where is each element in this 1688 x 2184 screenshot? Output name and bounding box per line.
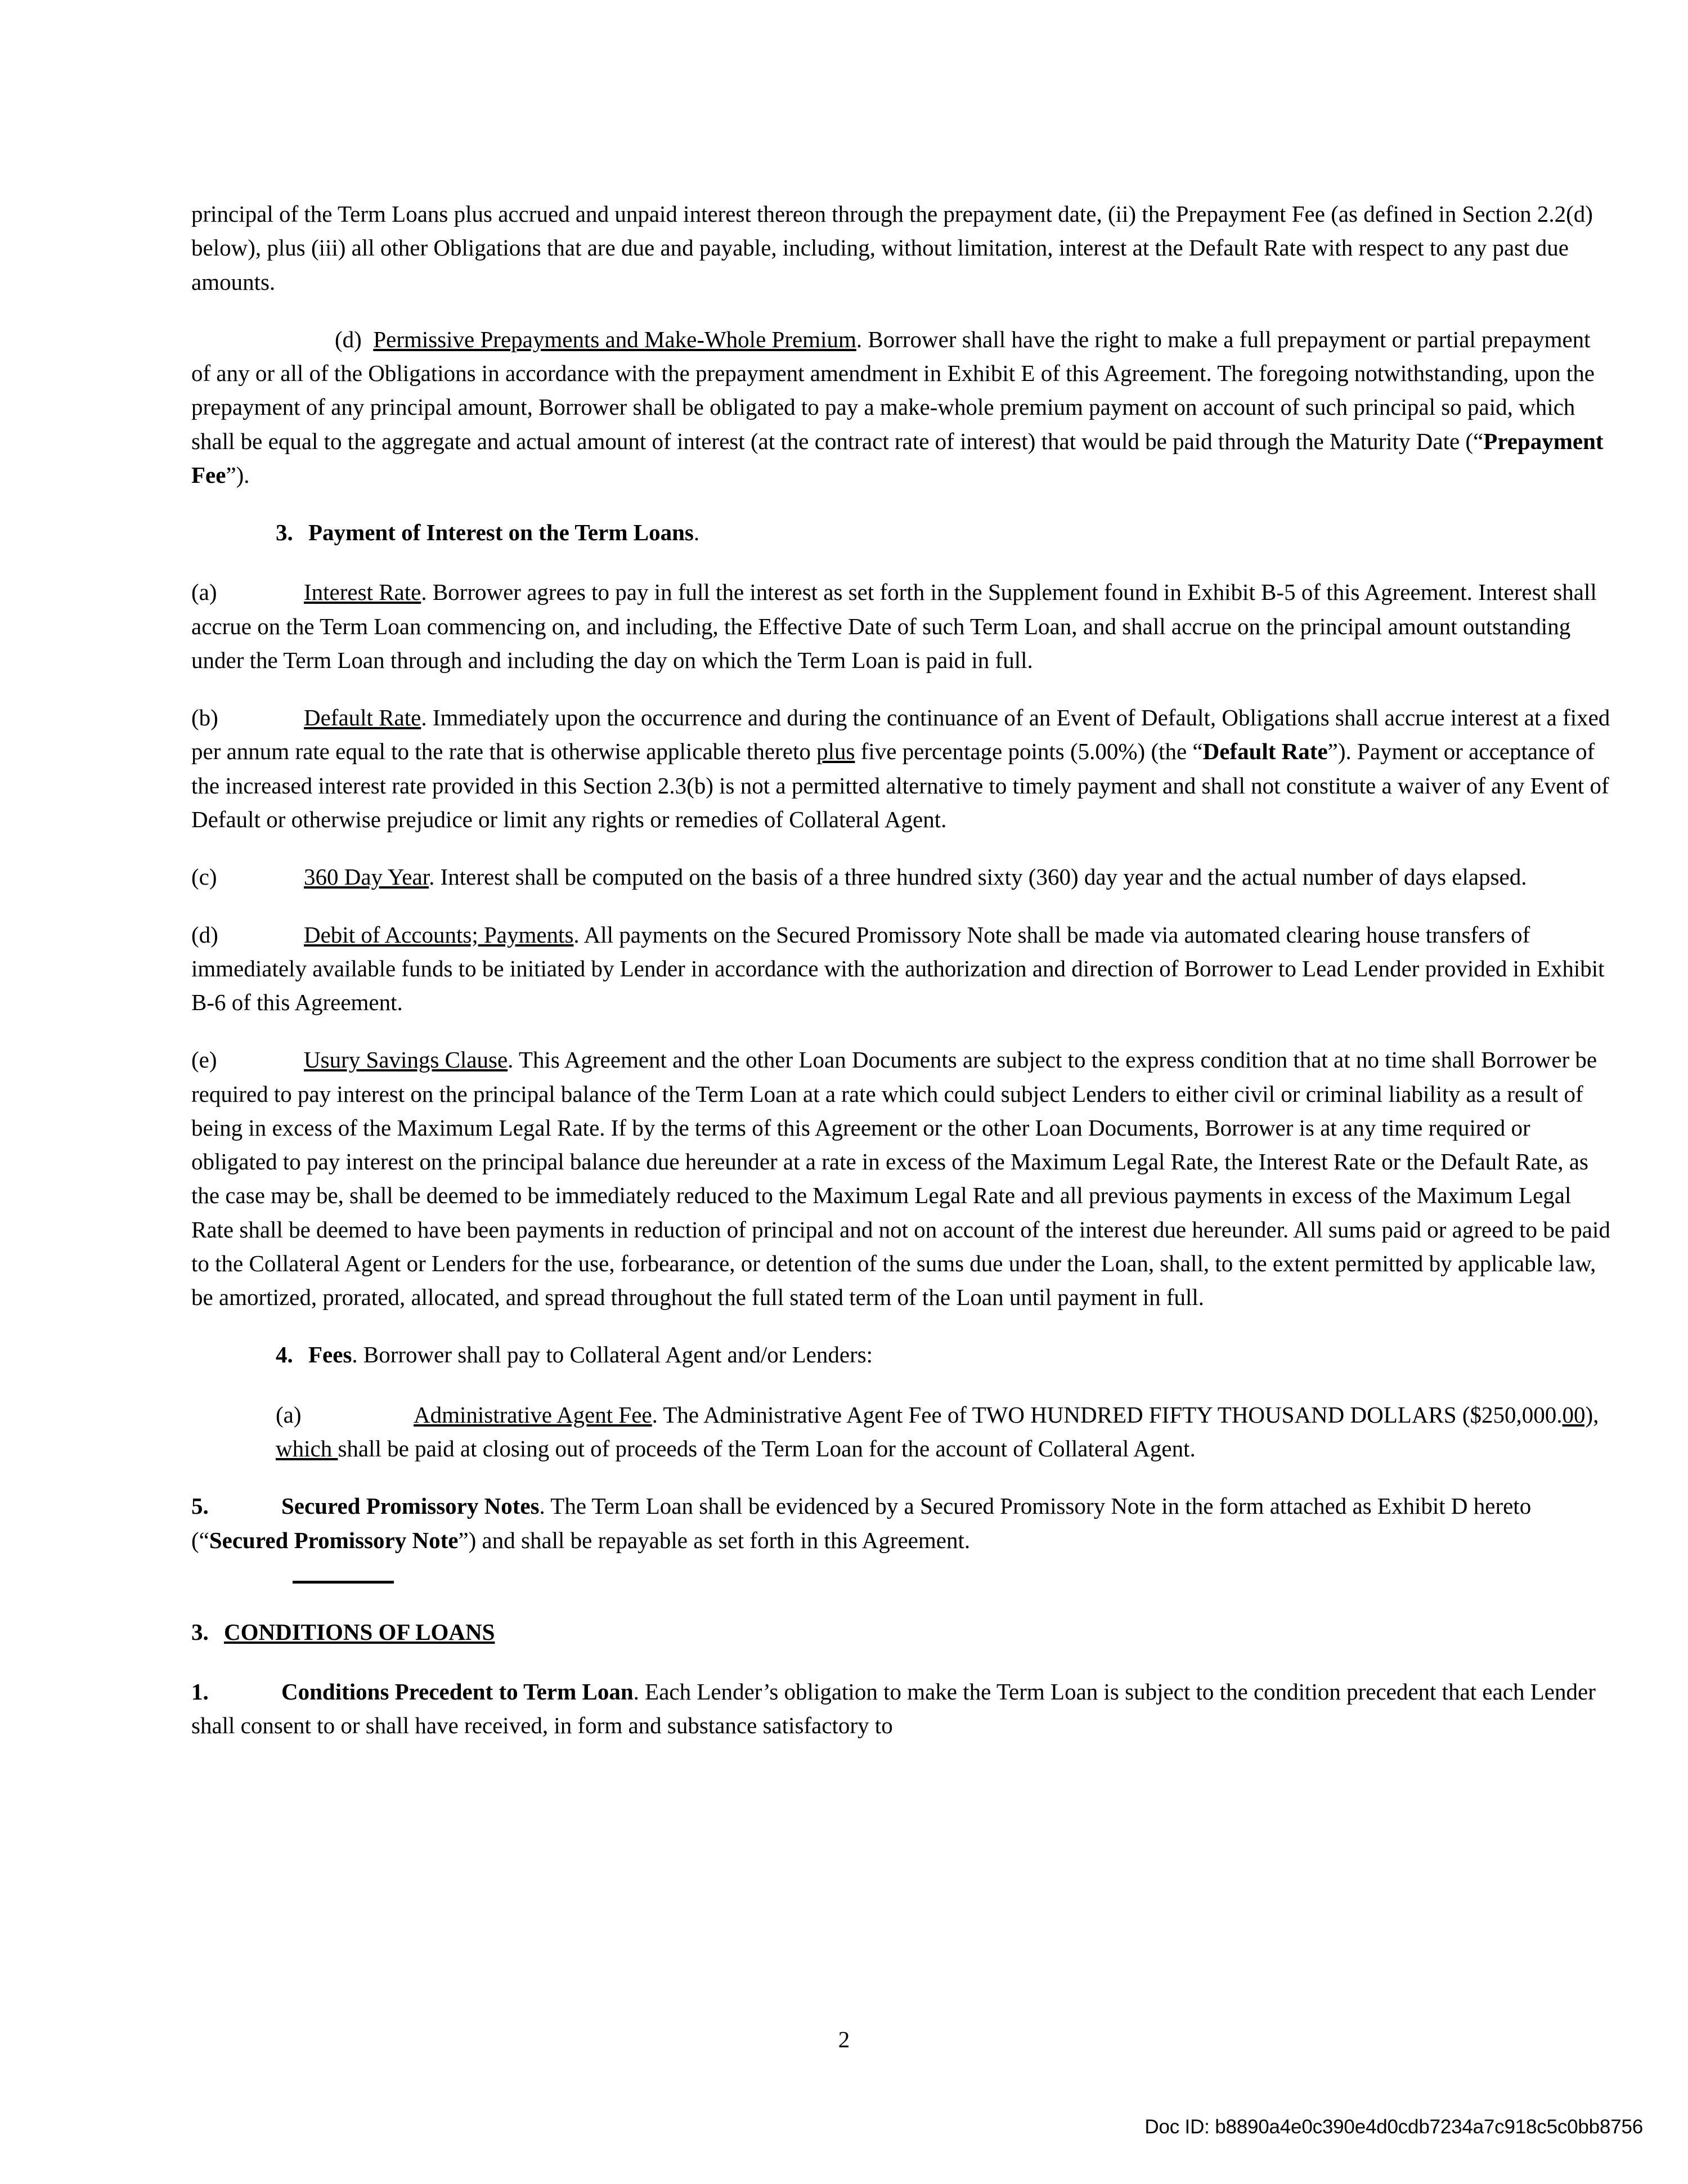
section-text: . Borrower shall pay to Collateral Agent and/or Lenders:	[352, 1342, 873, 1368]
section-title-period: .	[693, 519, 700, 546]
section-text-2: ”) and shall be repayable as set forth in this Agreement.	[458, 1527, 971, 1553]
clause-marker: (b)	[191, 705, 218, 731]
section-number: 5.	[191, 1493, 209, 1519]
defined-term-default-rate: Default Rate	[1202, 738, 1328, 765]
section-5-secured-promissory-notes	[191, 1489, 1615, 1557]
clause-text-2: five percentage points (5.00%) (the “	[855, 738, 1203, 765]
paragraph-continued-obligations: principal of the Term Loans plus accrued and unpaid interest thereon through the prepayment date, (ii) the Prepayment Fee (as defined in Section 2.2(d) below), plus (iii) all other Obligations that are due and payable, including, without limitation, interest at the Default Rate with respect to any past due amounts.	[191, 201, 1593, 295]
conditions-precedent-to-term-loan	[191, 1675, 1615, 1743]
clause-text: . Interest shall be computed on the basis of a three hundred sixty (360) day year and the actual number of days elapsed.	[429, 864, 1527, 890]
clause-d-permissive-prepayments	[191, 322, 1615, 492]
clause-heading: Permissive Prepayments and Make-Whole Premium	[373, 326, 856, 352]
section-title: Payment of Interest on the Term Loans	[308, 519, 694, 546]
page-number: 2	[838, 2026, 850, 2052]
clause-text-3: ”). Payment or acceptance of the increased interest rate provided in this Section 2.3(b) is not a permitted alternative to timely payment and shall not constitute a waiver of any Event of Default or otherwise prejudice or limit any rights or remedies of Collateral Agent.	[191, 738, 1609, 832]
clause-text-1: . The Administrative Agent Fee of TWO HUNDRED FIFTY THOUSAND DOLLARS ($250,000.	[652, 1401, 1563, 1428]
clause-text-1: . Immediately upon the occurrence and during the continuance of an Event of Default, Obligations shall accrue interest at a fixed per annum rate equal to the rate that is otherwise applicable thereto	[191, 705, 1610, 765]
heading-number: 3.	[191, 1618, 209, 1645]
section-title: Secured Promissory Notes	[281, 1493, 540, 1519]
clause-heading: Usury Savings Clause	[304, 1047, 508, 1073]
fees-clause-a-administrative-agent-fee	[276, 1398, 1615, 1466]
section-4-fees-heading	[276, 1338, 1615, 1371]
clause-title: Conditions Precedent to Term Loan	[281, 1679, 634, 1705]
clause-d-debit-of-accounts	[191, 918, 1615, 1020]
tracked-change-fragment: 00), which	[276, 1401, 1599, 1461]
clause-text-2: shall be paid at closing out of proceeds of the Term Loan for the account of Collateral Agent.	[338, 1435, 1196, 1461]
clause-marker: (e)	[191, 1047, 217, 1073]
conditions-of-loans-heading	[191, 1615, 1615, 1649]
clause-heading: 360 Day Year	[304, 864, 429, 890]
clause-heading: Default Rate	[304, 705, 421, 731]
defined-term-secured-promissory-note: Secured Promissory Note	[209, 1527, 459, 1553]
clause-marker: (a)	[191, 579, 217, 606]
clause-text: . All payments on the Secured Promissory Note shall be made via automated clearing house transfers of immediately available funds to be initiated by Lender in accordance with the authorization and direction of Borrower to Lead Lender provided in Exhibit B-6 of this Agreement.	[191, 921, 1605, 1016]
clause-a-interest-rate	[191, 575, 1615, 677]
clause-text: . This Agreement and the other Loan Documents are subject to the express condition that at no time shall Borrower be required to pay interest on the principal balance of the Term Loan at a rate which could subject Lenders to either civil or criminal liability as a result of being in excess of the Maximum Legal Rate. If by the terms of this Agreement or the other Loan Documents, Borrower is at any time required or obligated to pay interest on the principal balance due hereunder at a rate in excess of the Maximum Legal Rate, the Interest Rate or the Default Rate, as the case may be, shall be deemed to be immediately reduced to the Maximum Legal Rate and all previous payments in excess of the Maximum Legal Rate shall be deemed to have been payments in reduction of principal and not on account of the interest due hereunder. All sums paid or agreed to be paid to the Collateral Agent or Lenders for the use, forbearance, or detention of the sums due under the Loan, shall, to the extent permitted by applicable law, be amortized, prorated, allocated, and spread throughout the full stated term of the Loan until payment in full.	[191, 1047, 1610, 1311]
clause-marker: (a)	[276, 1401, 302, 1428]
clause-marker: (d)	[335, 326, 362, 352]
doc-id-footer: Doc ID: b8890a4e0c390e4d0cdb7234a7c918c5c0bb8756	[1144, 2116, 1643, 2138]
clause-heading: Interest Rate	[304, 579, 421, 606]
clause-marker: (c)	[191, 864, 217, 890]
clause-text-tail: ”).	[226, 461, 250, 488]
clause-text: . Borrower shall have the right to make a full prepayment or partial prepayment of any or all of the Obligations in accordance with the prepayment amendment in Exhibit E of this Agreement. The foregoing notwithstanding, upon the prepayment of any principal amount, Borrower shall be obligated to pay a make-whole premium payment on account of such principal so paid, which shall be equal to the aggregate and actual amount of interest (at the contract rate of interest) that would be paid through the Maturity Date (“	[191, 326, 1595, 454]
clause-marker: (d)	[191, 921, 218, 948]
clause-text: . Each Lender’s obligation to make the Term Loan is subject to the condition precedent that each Lender shall consent to or shall have received, in form and substance satisfactory to	[191, 1679, 1596, 1739]
heading-title: CONDITIONS OF LOANS	[224, 1618, 495, 1645]
clause-b-default-rate	[191, 701, 1615, 836]
section-number: 4.	[276, 1342, 293, 1368]
clause-heading: Administrative Agent Fee	[414, 1401, 652, 1428]
section-title: Fees	[308, 1342, 352, 1368]
defined-term-prepayment-fee: Prepayment Fee	[191, 428, 1604, 488]
section-number: 3.	[276, 519, 293, 546]
clause-e-usury-savings-clause	[191, 1043, 1615, 1314]
horizontal-rule-divider	[293, 1581, 394, 1584]
clause-number: 1.	[191, 1679, 209, 1705]
clause-text: . Borrower agrees to pay in full the interest as set forth in the Supplement found in Exhibit B-5 of this Agreement. Interest shall accrue on the Term Loan commencing on, and including, the Effective Date of such Term Loan, and shall accrue on the principal amount outstanding under the Term Loan through and including the day on which the Term Loan is paid in full.	[191, 579, 1597, 673]
section-text-1: . The Term Loan shall be evidenced by a Secured Promissory Note in the form attached as Exhibit D hereto (“	[191, 1493, 1532, 1553]
clause-c-360-day-year	[191, 860, 1615, 894]
document-body	[191, 197, 1615, 1766]
clause-heading: Debit of Accounts; Payments	[304, 921, 574, 948]
section-3-heading	[276, 515, 1615, 549]
emphasis-plus: plus	[816, 738, 855, 765]
